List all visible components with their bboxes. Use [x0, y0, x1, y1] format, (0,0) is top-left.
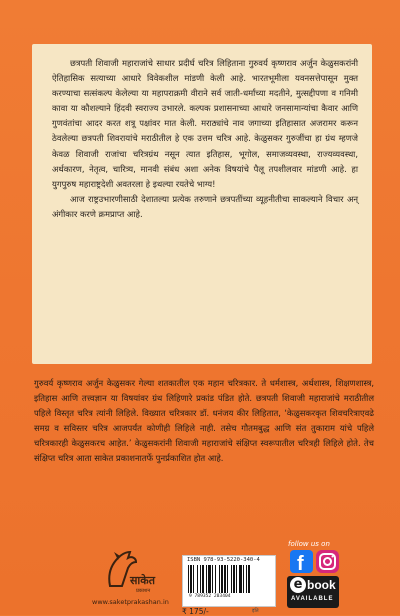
footer	[0, 540, 400, 615]
publisher-logo-block	[92, 546, 192, 606]
social-icons	[290, 550, 340, 574]
barcode-digits: 9 789352 203404	[189, 594, 231, 599]
logo-wordmark: साकेत	[130, 574, 156, 587]
instagram-icon[interactable]	[316, 550, 339, 573]
blurb-paragraph-2: आज राष्ट्रउभारणीसाठी देशातल्या प्रत्येक तरुणाने छत्रपतींच्या व्यूहनीतीचा साकल्याने विचार अन् अंगीकार करणे क्रमप्राप्त आहे.	[52, 193, 358, 219]
barcode-icon	[188, 565, 270, 593]
publisher-logo	[100, 546, 160, 594]
edition-code: इति	[252, 608, 259, 614]
follow-us-label: follow us on	[288, 540, 330, 548]
blurb-paragraph-1: छत्रपती शिवाजी महाराजांचे साधार प्रदीर्घ चरित्र लिहिताना गुरुवर्य कृष्णराव अर्जुन केळुसकरांनी ऐतिहासिक सत्याच्या आधारे विवेकशील मांडणी केली आहे. भारतभूमीला यवनसत्तेपासून मुक्त करण्याचा सत्संकल्प केलेल्या या महापराक्रमी वीराने सर्व जाती-धर्मांच्या मदतीने, मुत्सद्दीपणा व गनिमी कावा या कौशल्याने हिंदवी स्वराज्य उभारले. कल्पक प्रशासनाच्या आधारे जनसामान्यांचा कैवार आणि गुणवंतांचा आदर करत शत्रू पक्षांवर मात केली. मराठ्यांचे नाव जगाच्या इतिहासात अजरामर करून ठेवलेल्या छत्रपती शिवरायांचे मराठीतील हे एक उत्तम चरित्र आहे. केळुसकर गुरुजींचा हा ग्रंथ म्हणजे केवळ शिवाजी राजांचा चरित्रग्रंथ नसून त्यात इतिहास, भूगोल, समाजव्यवस्था, राज्यव्यवस्था, अर्थकारण, नेतृत्व, चारित्र्य, मानवी संबंध अशा अनेक विषयांचे पैलू तपशीलवार मांडणी आहे. हा युगपुरुष महाराष्ट्रदेशी अवतरला हे इथल्या रयतेचे भाग्य!	[52, 58, 358, 189]
ebook-available: AVAILABLE	[291, 596, 334, 602]
ebook-badge[interactable]	[287, 576, 339, 608]
barcode-box	[182, 555, 276, 607]
logo-subtext: प्रकाशन	[136, 588, 151, 594]
ebook-e-icon: e	[290, 577, 306, 593]
price: ₹ 175/-	[182, 607, 209, 616]
author-note-text: गुरुवर्य कृष्णराव अर्जुन केळुसकर गेल्या शतकातील एक महान चरित्रकार. ते धर्मशास्त्र, अर्थशास्त्र, शिक्षणशास्त्र, इतिहास आणि तत्त्वज्ञान या विषयांवर ग्रंथ लिहिणारे प्रकांड पंडित होते. छत्रपती शिवाजी महाराजांचे मराठीतील पहिले विस्तृत चरित्र त्यांनी लिहिले. विख्यात चरित्रकार डॉ. धनंजय कीर लिहितात, ‘केळुसकरकृत शिवचरित्राएवढे समग्र व सविस्तर चरित्र आजपर्यंत कोणीही लिहिले नाही. तसेच गौतमबुद्ध आणि संत तुकाराम यांचे पहिले चरित्रकारही केळुसकरच आहेत.’ केळुसकरांनी शिवाजी महाराजांचे संक्षिप्त स्वरूपातील चरित्रही लिहिले होते. तेच संक्षिप्त चरित्र आता साकेत प्रकाशनातर्फे पुनर्प्रकाशित होत आहे.	[34, 378, 374, 464]
ebook-word: book	[307, 578, 336, 592]
isbn-label: ISBN 978-93-5220-340-4	[187, 557, 260, 563]
facebook-icon[interactable]	[290, 550, 313, 574]
blurb-panel	[32, 44, 372, 364]
publisher-website[interactable]: www.saketprakashan.in	[92, 598, 169, 606]
facebook-letter: f	[297, 553, 304, 574]
author-note	[34, 376, 374, 467]
